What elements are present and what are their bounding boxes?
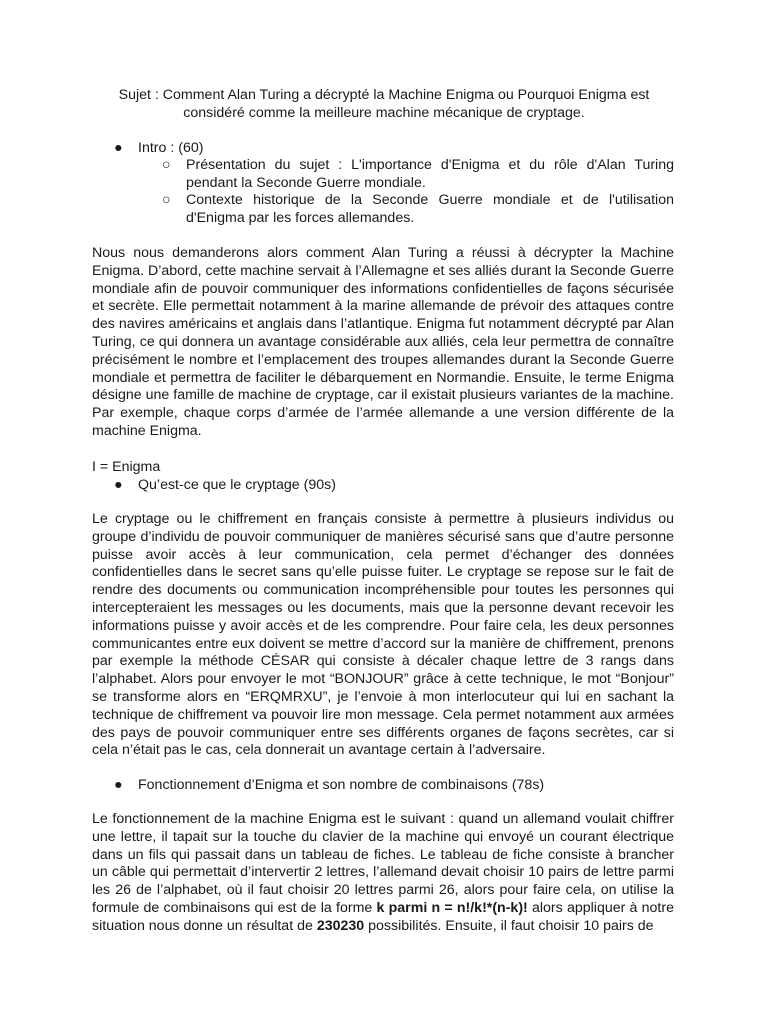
fonctionnement-bullet-label: Fonctionnement d’Enigma et son nombre de combinaisons (78s) <box>138 777 545 793</box>
intro-sub-item-2 <box>162 192 674 228</box>
document-title <box>92 86 676 122</box>
combination-result: 230230 <box>316 917 365 934</box>
paragraph-intro: Nous nous demanderons alors comment Alan Turing a réussi à décrypter la Machine Enigma. D’abord, cette machine servait à l’Allemagne et ses alliés durant la Seconde Guerre mondiale afin de pouvoir communiquer des informations confidentielles de façons sécurisée et secrète. Elle permettait notamment à la marine allemande de prévoir des attaques contre des navires américains et anglais dans l’atlantique. Enigma fut notamment décrypté par Alan Turing, ce qui donnera un avantage considérable aux alliés, cela leur permettra de connaître précisément le nombre et l’emplacement des troupes allemandes durant la Seconde Guerre mondiale et permettra de faciliter le débarquement en Normandie. Ensuite, le terme Enigma désigne une famille de machine de cryptage, car il existait plusieurs variantes de la machine. Par exemple, chaque corps d’armée de l’armée allemande a une version différente de la machine Enigma. <box>92 245 674 439</box>
cryptage-bullet-label: Qu’est-ce que le cryptage (90s) <box>138 477 336 493</box>
intro-sub-item-1 <box>162 157 674 193</box>
bullet-icon: ● <box>114 777 123 793</box>
bullet-icon: ● <box>114 477 123 493</box>
paragraph-text-3: possibilités. Ensuite, il faut choisir 10 pairs de <box>364 917 654 934</box>
paragraph-fonctionnement <box>92 811 674 936</box>
paragraph-text-2: alors appliquer à notre situation nous donne un résultat de <box>92 899 674 934</box>
circle-bullet-icon: ○ <box>162 192 171 208</box>
intro-sub-text-1: Présentation du sujet : L'importance d'Enigma et du rôle d'Alan Turing pendant la Seconde Guerre mondiale. <box>186 157 674 191</box>
circle-bullet-icon: ○ <box>162 157 171 173</box>
intro-label: Intro : (60) <box>138 140 204 156</box>
title-line-1: Sujet : Comment Alan Turing a décrypté la Machine Enigma ou Pourquoi Enigma est <box>118 87 650 103</box>
title-line-2: considéré comme la meilleure machine mécanique de cryptage. <box>183 105 585 121</box>
paragraph-cryptage: Le cryptage ou le chiffrement en français consiste à permettre à plusieurs individus ou groupe d’individu de pouvoir communiquer de manières sécurisé sans que d’autre personne puisse avoir accès à leur communication, cela permet d’échanger des données confidentielles dans le secret sans qu’elle puisse fuiter. Le cryptage se repose sur le fait de rendre des documents ou communication incompréhensible pour toutes les personnes qui intercepteraient les messages ou les documents, mais que la personne devant recevoir les informations puisse y avoir accès et de les comprendre. Pour faire cela, les deux personnes communicantes entre eux doivent se mettre d’accord sur la manière de chiffrement, prenons par exemple la méthode CÉSAR qui consiste à décaler chaque lettre de 3 rangs dans l’alphabet. Alors pour envoyer le mot “BONJOUR” grâce à cette technique, le mot “Bonjour” se transforme alors en “ERQMRXU”, je l’envoie à mon interlocuteur qui lui en sachant la technique de chiffrement va pouvoir lire mon message. Cela permet notamment aux armées des pays de pouvoir communiquer entre ses différents organes de façons secrètes, car si cela n’était pas le cas, cela donnerait un avantage certain à l’adversaire. <box>92 511 674 759</box>
combination-formula: k parmi n = n!/k!*(n-k)! <box>376 899 528 916</box>
paragraph-text-1: Le fonctionnement de la machine Enigma est le suivant : quand un allemand voulait chiffrer une lettre, il tapait sur la touche du clavier de la machine qui envoyé un courant électrique dans un fils qui passait dans un tableau de fiches. Le tableau de fiche consiste à brancher un câble qui permettait d’intervertir 2 lettres, l’allemand devait choisir 10 pairs de lettre parmi les 26 de l’alphabet, où il faut choisir 20 lettres parmi 26, alors pour faire cela, on utilise la formule de combinaisons qui est de la forme <box>92 811 674 916</box>
bullet-icon: ● <box>114 140 123 156</box>
section-heading-enigma: I = Enigma <box>92 459 161 475</box>
intro-sub-text-2: Contexte historique de la Seconde Guerre mondiale et de l'utilisation d'Enigma par les forces allemandes. <box>186 192 674 226</box>
